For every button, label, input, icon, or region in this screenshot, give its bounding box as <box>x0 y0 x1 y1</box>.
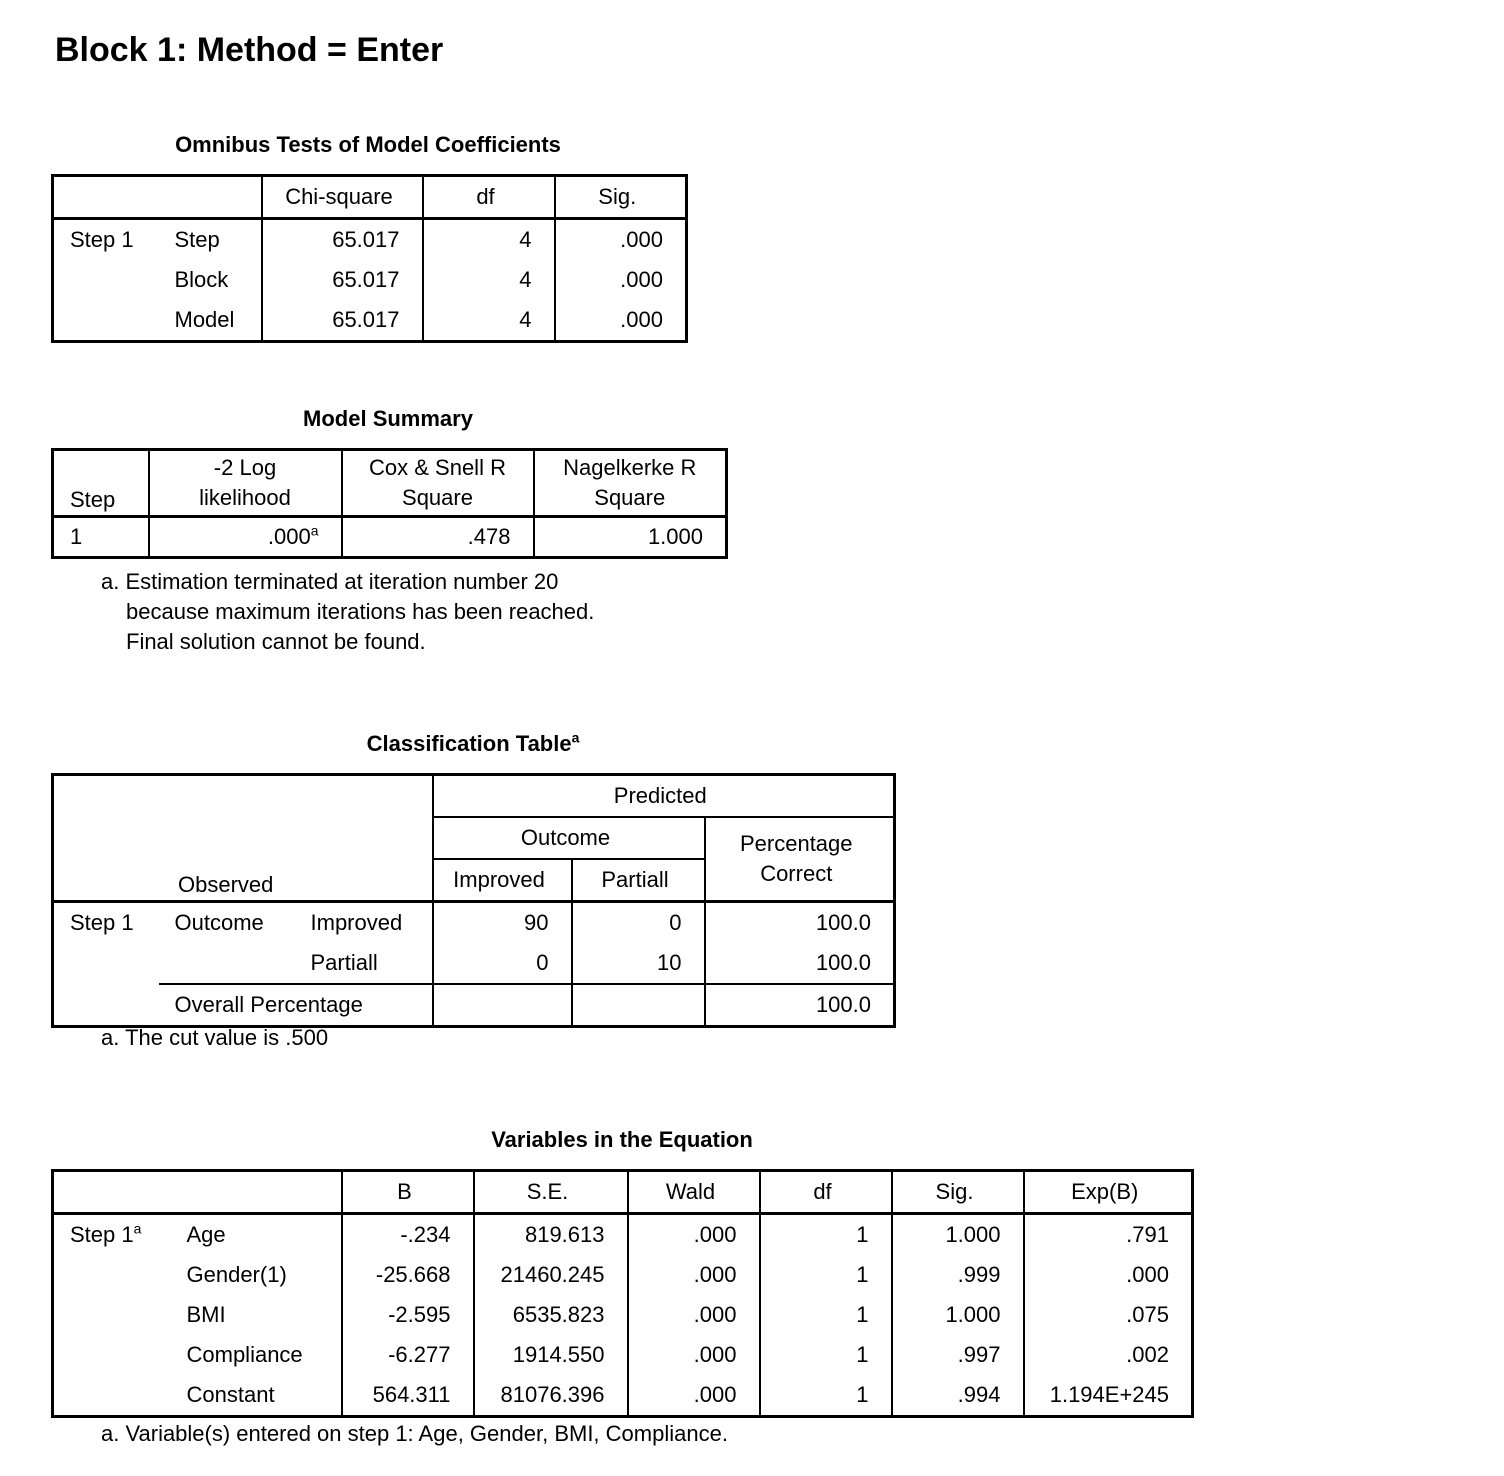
footnote-marker: a <box>571 729 580 746</box>
se-cell: 819.613 <box>474 1214 628 1256</box>
b-cell: -25.668 <box>342 1255 474 1295</box>
block-title: Block 1: Method = Enter <box>55 31 444 69</box>
sig-cell: 1.000 <box>892 1214 1024 1256</box>
expb-cell: .791 <box>1024 1214 1193 1256</box>
table-row <box>53 943 895 984</box>
variables-footnote: a. Variable(s) entered on step 1: Age, Gender, BMI, Compliance. <box>101 1421 728 1446</box>
header-wald: Wald <box>628 1171 760 1214</box>
model-summary-header-nagel: Nagelkerke R Square <box>534 450 727 517</box>
improved-column-header: Improved <box>433 859 572 902</box>
row-label: Step <box>174 227 220 252</box>
table-row <box>53 984 895 1027</box>
b-cell: -6.277 <box>342 1335 474 1375</box>
omnibus-step-label: Step 1 <box>70 227 134 252</box>
wald-cell: .000 <box>628 1214 760 1256</box>
model-summary-step-header: Step <box>53 450 149 517</box>
chi-cell: 65.017 <box>262 300 423 342</box>
df-cell: 4 <box>423 219 555 261</box>
row-label: Block <box>174 267 229 292</box>
expb-cell: .075 <box>1024 1295 1193 1335</box>
percentage-correct-header: Percentage Correct <box>705 817 895 902</box>
step-cell: 1 <box>70 524 83 549</box>
table-row <box>53 1295 1193 1335</box>
wald-cell: .000 <box>628 1295 760 1335</box>
b-cell: -2.595 <box>342 1295 474 1335</box>
header-b: B <box>342 1171 474 1214</box>
variables-table-title: Variables in the Equation <box>491 1127 753 1152</box>
table-row <box>53 300 687 342</box>
row-label: Partiall <box>295 943 433 984</box>
header-expb: Exp(B) <box>1024 1171 1193 1214</box>
table-row <box>53 219 687 261</box>
chi-cell: 65.017 <box>262 219 423 261</box>
omnibus-header-row <box>53 176 687 219</box>
variable-label: Outcome <box>174 910 264 935</box>
classification-footnote: a. The cut value is .500 <box>101 1025 329 1050</box>
loglik-cell: .000$^a$ <box>149 517 342 558</box>
wald-cell: .000 <box>628 1375 760 1417</box>
header-se: S.E. <box>474 1171 628 1214</box>
omnibus-table <box>51 174 688 343</box>
nagel-cell: 1.000 <box>534 517 727 558</box>
b-cell: -.234 <box>342 1214 474 1256</box>
omnibus-header-df: df <box>423 176 555 219</box>
model-summary-footnote: a. Estimation terminated at iteration number 20 because maximum iterations has been reached. Final solution cannot be found. <box>101 569 595 654</box>
footnote-marker: a <box>133 1220 142 1237</box>
classification-table-title: Classification Table$^a$ <box>366 729 580 756</box>
model-summary-header-loglik: -2 Log likelihood <box>149 450 342 517</box>
wald-cell: .000 <box>628 1335 760 1375</box>
classification-table <box>51 773 896 1028</box>
row-label: Model <box>174 307 235 332</box>
step-label: Step 1 <box>70 910 134 935</box>
cox-cell: .478 <box>342 517 534 558</box>
observed-header: Observed <box>53 775 433 902</box>
table-row <box>53 260 687 300</box>
overall-pct-cell: 100.0 <box>705 984 895 1027</box>
wald-cell: .000 <box>628 1255 760 1295</box>
header-sig: Sig. <box>892 1171 1024 1214</box>
model-summary-header-cox: Cox & Snell R Square <box>342 450 534 517</box>
omnibus-header-chi: Chi-square <box>262 176 423 219</box>
df-cell: 1 <box>760 1255 892 1295</box>
variables-table <box>51 1169 1194 1418</box>
df-cell: 4 <box>423 260 555 300</box>
df-cell: 1 <box>760 1295 892 1335</box>
partial-cell: 10 <box>572 943 705 984</box>
df-cell: 1 <box>760 1335 892 1375</box>
omnibus-table-title: Omnibus Tests of Model Coefficients <box>175 132 561 157</box>
outcome-header: Outcome <box>433 817 705 859</box>
footnote-marker: a <box>310 522 319 539</box>
row-label: Improved <box>310 910 403 935</box>
partial-cell: 0 <box>572 902 705 944</box>
expb-cell: 1.194E+245 <box>1024 1375 1193 1417</box>
table-row <box>53 902 895 944</box>
sig-cell: .000 <box>555 300 687 342</box>
pct-cell: 100.0 <box>705 943 895 984</box>
improved-cell: 0 <box>433 943 572 984</box>
table-row <box>53 1255 1193 1295</box>
chi-cell: 65.017 <box>262 260 423 300</box>
variable-name: Gender(1) <box>186 1262 287 1287</box>
se-cell: 1914.550 <box>474 1335 628 1375</box>
sig-cell: .997 <box>892 1335 1024 1375</box>
partial-column-header: Partiall <box>572 859 705 902</box>
model-summary-table <box>51 448 728 559</box>
expb-cell: .002 <box>1024 1335 1193 1375</box>
variable-name: BMI <box>186 1302 226 1327</box>
table-row <box>53 517 727 558</box>
b-cell: 564.311 <box>342 1375 474 1417</box>
model-summary-title: Model Summary <box>303 406 473 431</box>
variable-name: Compliance <box>186 1342 303 1367</box>
se-cell: 21460.245 <box>474 1255 628 1295</box>
expb-cell: .000 <box>1024 1255 1193 1295</box>
df-cell: 1 <box>760 1375 892 1417</box>
sig-cell: .000 <box>555 260 687 300</box>
model-summary-header-row <box>53 450 727 517</box>
table-row <box>53 1335 1193 1375</box>
overall-percentage-label: Overall Percentage <box>174 992 363 1017</box>
table-row <box>53 1214 1193 1256</box>
pct-cell: 100.0 <box>705 902 895 944</box>
sig-cell: .994 <box>892 1375 1024 1417</box>
se-cell: 81076.396 <box>474 1375 628 1417</box>
predicted-header: Predicted <box>433 775 895 818</box>
header-df: df <box>760 1171 892 1214</box>
variables-header-row <box>53 1171 1193 1214</box>
step-label: Step 1$^a$ <box>70 1220 142 1247</box>
omnibus-header-sig: Sig. <box>555 176 687 219</box>
table-row <box>53 1375 1193 1417</box>
sig-cell: 1.000 <box>892 1295 1024 1335</box>
variable-name: Constant <box>186 1382 275 1407</box>
variable-name: Age <box>186 1222 226 1247</box>
df-cell: 1 <box>760 1214 892 1256</box>
se-cell: 6535.823 <box>474 1295 628 1335</box>
df-cell: 4 <box>423 300 555 342</box>
improved-cell: 90 <box>433 902 572 944</box>
sig-cell: .999 <box>892 1255 1024 1295</box>
sig-cell: .000 <box>555 219 687 261</box>
